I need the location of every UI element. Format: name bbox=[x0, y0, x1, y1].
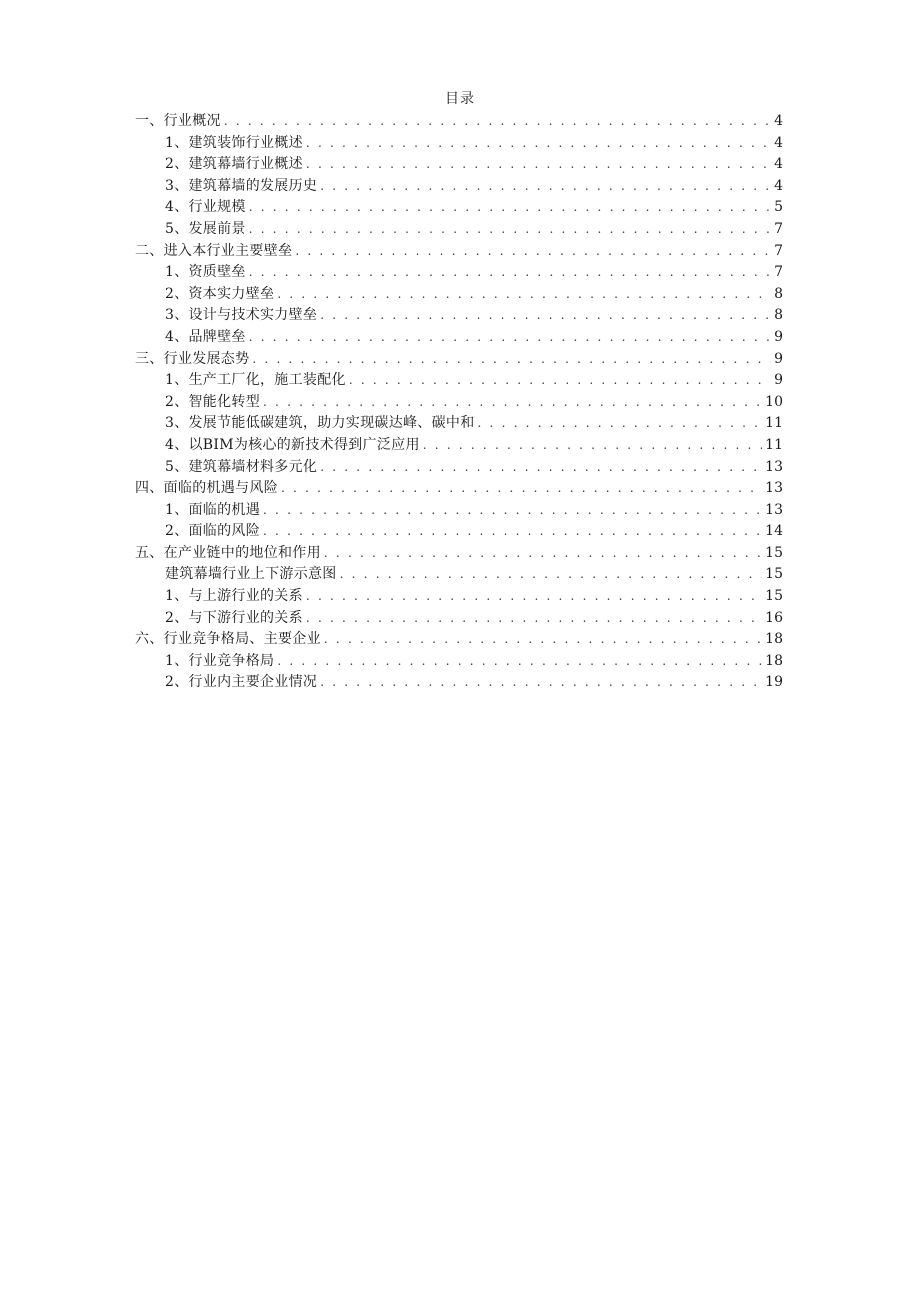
toc-section-entry[interactable] bbox=[135, 629, 783, 651]
toc-subsection-entry[interactable] bbox=[135, 133, 783, 155]
toc-dot-leader bbox=[306, 586, 762, 608]
toc-subsection-entry[interactable] bbox=[135, 305, 783, 327]
toc-subsection-entry[interactable] bbox=[135, 154, 783, 176]
toc-dot-leader bbox=[249, 327, 771, 349]
toc-entry-label: 1、生产工厂化，施工装配化 bbox=[165, 372, 346, 389]
toc-entry-label: 4、行业规模 bbox=[165, 199, 246, 216]
toc-dot-leader bbox=[295, 241, 771, 263]
toc-subsection-entry[interactable] bbox=[135, 521, 783, 543]
toc-entry-label: 3、设计与技术实力壁垒 bbox=[165, 307, 318, 324]
toc-entry-label: 2、与下游行业的关系 bbox=[165, 609, 303, 626]
toc-dot-leader bbox=[281, 478, 762, 500]
toc-dot-leader bbox=[320, 176, 771, 198]
toc-page-number: 5 bbox=[774, 199, 783, 216]
toc-dot-leader bbox=[320, 305, 771, 327]
toc-page-number: 19 bbox=[765, 674, 783, 691]
toc-page-number: 11 bbox=[765, 415, 783, 432]
toc-dot-leader bbox=[320, 672, 762, 694]
toc-entry-label: 5、发展前景 bbox=[165, 220, 246, 237]
toc-dot-leader bbox=[423, 435, 762, 457]
toc-dot-leader bbox=[320, 457, 762, 479]
toc-dot-leader bbox=[249, 197, 771, 219]
toc-page-number: 18 bbox=[765, 631, 783, 648]
toc-page-number: 9 bbox=[774, 350, 783, 367]
toc-page-number: 9 bbox=[774, 372, 783, 389]
toc-section-entry[interactable] bbox=[135, 543, 783, 565]
toc-page-number: 4 bbox=[774, 177, 783, 194]
toc-subsection-entry[interactable] bbox=[135, 564, 783, 586]
toc-section-entry[interactable] bbox=[135, 478, 783, 500]
toc-page-number: 16 bbox=[765, 609, 783, 626]
toc-page-number: 10 bbox=[765, 393, 783, 410]
toc-entry-label: 1、面临的机遇 bbox=[165, 501, 261, 518]
toc-dot-leader bbox=[306, 154, 771, 176]
toc-entry-label: 4、品牌壁垒 bbox=[165, 328, 246, 345]
toc-subsection-entry[interactable] bbox=[135, 651, 783, 673]
toc-page-number: 13 bbox=[765, 501, 783, 518]
toc-title: 目录 bbox=[445, 91, 475, 107]
toc-entry-label: 建筑幕墙行业上下游示意图 bbox=[165, 566, 337, 583]
toc-subsection-entry[interactable] bbox=[135, 197, 783, 219]
toc-page-number: 13 bbox=[765, 458, 783, 475]
toc-subsection-entry[interactable] bbox=[135, 176, 783, 198]
toc-page-number: 4 bbox=[774, 156, 783, 173]
toc-dot-leader bbox=[277, 284, 771, 306]
toc-page-number: 7 bbox=[774, 220, 783, 237]
toc-subsection-entry[interactable] bbox=[135, 608, 783, 630]
toc-subsection-entry[interactable] bbox=[135, 586, 783, 608]
toc-entry-label: 2、建筑幕墙行业概述 bbox=[165, 156, 303, 173]
toc-dot-leader bbox=[249, 262, 771, 284]
toc-entry-label: 二、进入本行业主要壁垒 bbox=[135, 242, 293, 259]
toc-page-number: 8 bbox=[774, 307, 783, 324]
table-of-contents bbox=[135, 111, 783, 694]
toc-dot-leader bbox=[324, 629, 762, 651]
toc-dot-leader bbox=[306, 133, 771, 155]
toc-entry-label: 六、行业竞争格局、主要企业 bbox=[135, 631, 321, 648]
toc-page-number: 4 bbox=[774, 113, 783, 129]
toc-subsection-entry[interactable] bbox=[135, 392, 783, 414]
toc-entry-label: 1、资质壁垒 bbox=[165, 264, 246, 281]
toc-subsection-entry[interactable] bbox=[135, 500, 783, 522]
toc-dot-leader bbox=[324, 543, 762, 565]
toc-entry-label: 1、建筑装饰行业概述 bbox=[165, 134, 303, 151]
toc-subsection-entry[interactable] bbox=[135, 327, 783, 349]
toc-section-entry[interactable] bbox=[135, 349, 783, 371]
toc-subsection-entry[interactable] bbox=[135, 284, 783, 306]
toc-subsection-entry[interactable] bbox=[135, 219, 783, 241]
toc-dot-leader bbox=[306, 608, 762, 630]
toc-dot-leader bbox=[263, 500, 762, 522]
toc-entry-label: 1、行业竞争格局 bbox=[165, 652, 275, 669]
toc-subsection-entry[interactable] bbox=[135, 413, 783, 435]
toc-page-number: 18 bbox=[765, 652, 783, 669]
toc-subsection-entry[interactable] bbox=[135, 370, 783, 392]
toc-subsection-entry[interactable] bbox=[135, 457, 783, 479]
toc-page-number: 15 bbox=[765, 588, 783, 605]
toc-entry-label: 5、建筑幕墙材料多元化 bbox=[165, 458, 318, 475]
toc-entry-label: 一、行业概况 bbox=[135, 113, 221, 129]
toc-entry-label: 四、面临的机遇与风险 bbox=[135, 480, 278, 497]
toc-page-number: 7 bbox=[774, 242, 783, 259]
toc-subsection-entry[interactable] bbox=[135, 435, 783, 457]
toc-page-number: 15 bbox=[765, 544, 783, 561]
toc-page-number: 15 bbox=[765, 566, 783, 583]
toc-entry-label: 2、资本实力壁垒 bbox=[165, 285, 275, 302]
toc-dot-leader bbox=[277, 651, 762, 673]
toc-dot-leader bbox=[249, 219, 771, 241]
toc-entry-label: 2、面临的风险 bbox=[165, 523, 261, 540]
toc-entry-label: 2、行业内主要企业情况 bbox=[165, 674, 318, 691]
toc-page-number: 9 bbox=[774, 328, 783, 345]
toc-page-number: 13 bbox=[765, 480, 783, 497]
toc-section-entry[interactable] bbox=[135, 111, 783, 133]
toc-dot-leader bbox=[224, 111, 771, 133]
toc-entry-label: 3、建筑幕墙的发展历史 bbox=[165, 177, 318, 194]
toc-dot-leader bbox=[349, 370, 771, 392]
toc-page-number: 14 bbox=[765, 523, 783, 540]
toc-page-number: 7 bbox=[774, 264, 783, 281]
toc-entry-label: 2、智能化转型 bbox=[165, 393, 261, 410]
toc-dot-leader bbox=[340, 564, 763, 586]
toc-entry-label: 4、以BIM为核心的新技术得到广泛应用 bbox=[165, 436, 420, 453]
toc-entry-label: 五、在产业链中的地位和作用 bbox=[135, 544, 321, 561]
toc-dot-leader bbox=[263, 392, 762, 414]
toc-entry-label: 1、与上游行业的关系 bbox=[165, 588, 303, 605]
toc-entry-label: 3、发展节能低碳建筑，助力实现碳达峰、碳中和 bbox=[165, 415, 475, 432]
toc-subsection-entry[interactable] bbox=[135, 262, 783, 284]
toc-page-number: 11 bbox=[765, 436, 783, 453]
toc-subsection-entry[interactable] bbox=[135, 672, 783, 694]
toc-dot-leader bbox=[478, 413, 763, 435]
toc-page-number: 8 bbox=[774, 285, 783, 302]
toc-dot-leader bbox=[252, 349, 771, 371]
toc-section-entry[interactable] bbox=[135, 241, 783, 263]
toc-entry-label: 三、行业发展态势 bbox=[135, 350, 250, 367]
toc-page-number: 4 bbox=[774, 134, 783, 151]
toc-dot-leader bbox=[263, 521, 762, 543]
